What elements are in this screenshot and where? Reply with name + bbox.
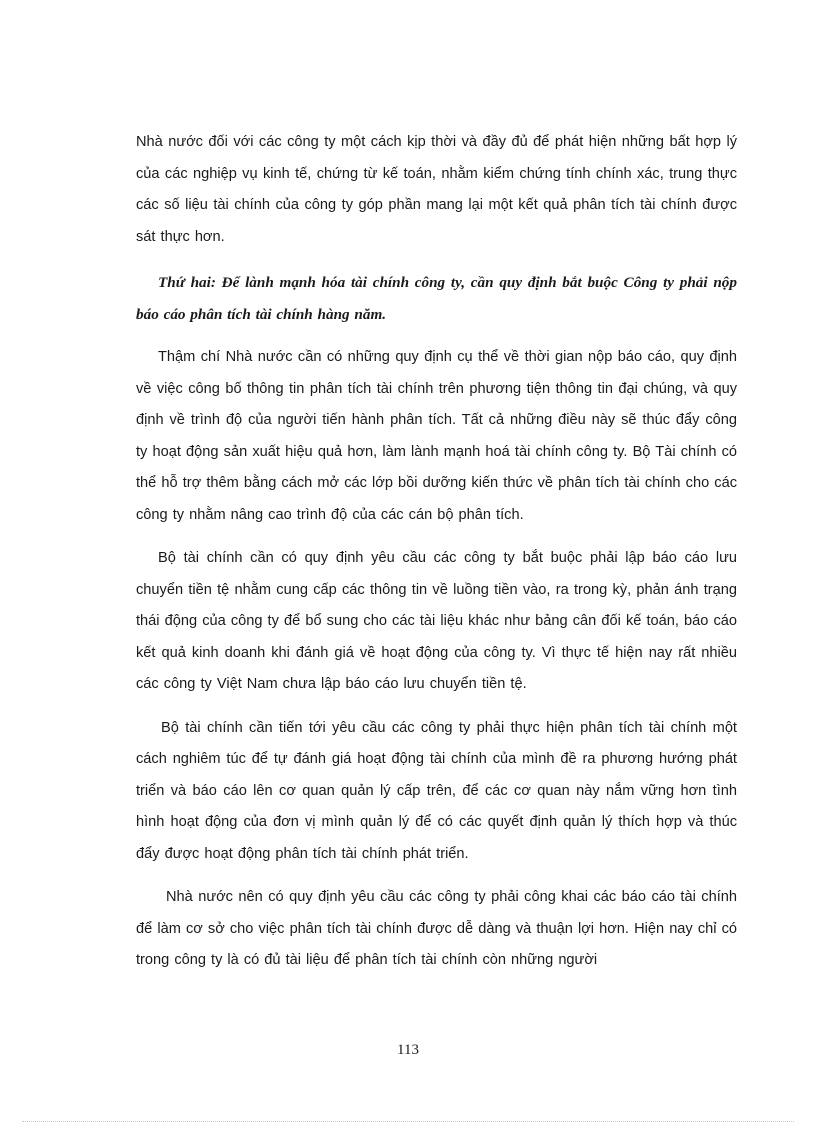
footer-divider (22, 1121, 794, 1122)
paragraph-4: Bộ tài chính cần có quy định yêu cầu các công ty bắt buộc phải lập báo cáo lưu chuyển tiền tệ nhằm cung cấp các thông tin về luồng tiền vào, ra trong kỳ, phản ánh trạng thái động của công ty để bổ sung cho các tài liệu khác như bảng cân đối kế toán, báo cáo kết quả kinh doanh khi đánh giá về hoạt động của công ty. Vì thực tế hiện nay rất nhiều các công ty Việt Nam chưa lập báo cáo lưu chuyển tiền tệ. (136, 550, 737, 692)
paragraph-3: Thậm chí Nhà nước cần có những quy định cụ thể về thời gian nộp báo cáo, quy định về việc công bố thông tin phân tích tài chính trên phương tiện thông tin đại chúng, và quy định về trình độ của người tiến hành phân tích. Tất cả những điều này sẽ thúc đẩy công ty hoạt động sản xuất hiệu quả hơn, làm lành mạnh hoá tài chính công ty. Bộ Tài chính có thể hỗ trợ thêm bằng cách mở các lớp bồi dưỡng kiến thức về phân tích tài chính cho các công ty nhằm nâng cao trình độ của các cán bộ phân tích. (136, 349, 737, 523)
body-text (136, 127, 737, 977)
section-heading-thu-hai: Thứ hai: Để lành mạnh hóa tài chính công ty, cần quy định bắt buộc Công ty phải nộp báo cáo phân tích tài chính hàng năm. (136, 274, 737, 323)
paragraph-6: Nhà nước nên có quy định yêu cầu các công ty phải công khai các báo cáo tài chính để làm cơ sở cho việc phân tích tài chính được dễ dàng và thuận lợi hơn. Hiện nay chỉ có trong công ty là có đủ tài liệu để phân tích tài chính còn những người (136, 889, 737, 968)
page-number: 113 (397, 1042, 419, 1058)
paragraph-1: Nhà nước đối với các công ty một cách kịp thời và đầy đủ để phát hiện những bất hợp lý của các nghiệp vụ kinh tế, chứng từ kế toán, nhằm kiểm chứng tính chính xác, trung thực các số liệu tài chính của công ty góp phần mang lại một kết quả phân tích tài chính được sát thực hơn. (136, 134, 737, 245)
paragraph-5: Bộ tài chính cần tiến tới yêu cầu các công ty phải thực hiện phân tích tài chính một cách nghiêm túc để tự đánh giá hoạt động tài chính của mình đề ra phương hướng phát triển và báo cáo lên cơ quan quản lý cấp trên, để các cơ quan này nắm vững hơn tình hình hoạt động của đơn vị mình quản lý để có các quyết định quản lý thích hợp và thúc đẩy được hoạt động phân tích tài chính phát triển. (136, 719, 737, 862)
